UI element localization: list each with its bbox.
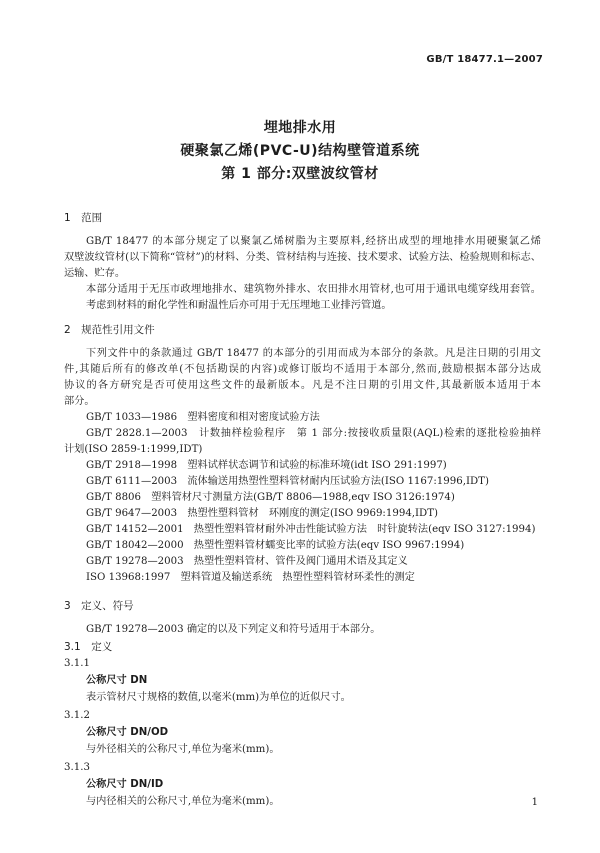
standard-code: GB/T 18477.1—2007: [426, 54, 543, 65]
title-line-2: 硬聚氯乙烯(PVC-U)结构壁管道系统: [180, 143, 420, 159]
references-intro-line-3: 协议的各方研究是否可使用这些文件的最新版本。凡是不注日期的引用文件,其最新版本适用于本: [64, 380, 541, 391]
section-1-heading: 1 范围: [64, 212, 103, 224]
scope-para-1-line-2: 双壁波纹管材(以下简称“管材”)的材料、分类、管材结构与连接、技术要求、试验方法、检验规则和标志、: [64, 252, 541, 263]
reference-item-continuation: 计划(ISO 2859-1:1999,IDT): [64, 444, 203, 455]
definition-number: 3.1.2: [64, 710, 90, 721]
references-intro-line-1: 下列文件中的条款通过 GB/T 18477 的本部分的引用而成为本部分的条款。凡是注日期的引用文: [86, 348, 541, 359]
page-number: 1: [531, 797, 538, 808]
title-line-3: 第 1 部分:双壁波纹管材: [221, 166, 379, 182]
section-3-heading: 3 定义、符号: [64, 600, 134, 612]
reference-item: GB/T 9647—2003 热塑性塑料管材 环刚度的测定(ISO 9969:1994,IDT): [86, 508, 438, 519]
definition-term: 公称尺寸 DN/OD: [86, 727, 169, 738]
reference-item: GB/T 2828.1—2003 计数抽样检验程序 第 1 部分:按接收质量限(AQL)检索的逐批检验抽样: [86, 428, 541, 439]
definition-description: 表示管材尺寸规格的数值,以毫米(mm)为单位的近似尺寸。: [86, 692, 351, 703]
scope-para-2-line-2: 考虑到材料的耐化学性和耐温性后亦可用于无压埋地工业排污管道。: [86, 300, 392, 311]
definition-description: 与内径相关的公称尺寸,单位为毫米(mm)。: [86, 796, 280, 807]
section-2-heading: 2 规范性引用文件: [64, 324, 155, 336]
definition-number: 3.1.3: [64, 762, 90, 773]
definitions-intro: GB/T 19278—2003 确定的以及下列定义和符号适用于本部分。: [86, 624, 381, 635]
reference-item: GB/T 14152—2001 热塑性塑料管材耐外冲击性能试验方法 时针旋转法(eqv ISO 3127:1994): [86, 524, 536, 535]
reference-item: GB/T 2918—1998 塑料试样状态调节和试验的标准环境(idt ISO 291:1997): [86, 460, 447, 471]
scope-para-2-line-1: 本部分适用于无压市政埋地排水、建筑物外排水、农田排水用管材,也可用于通讯电缆穿线用套管。: [86, 284, 541, 295]
reference-item: GB/T 19278—2003 热塑性塑料管材、管件及阀门通用术语及其定义: [86, 556, 408, 567]
reference-item: ISO 13968:1997 塑料管道及输送系统 热塑性塑料管材环柔性的测定: [86, 572, 415, 583]
title-line-1: 埋地排水用: [263, 120, 337, 136]
scope-para-1-line-1: GB/T 18477 的本部分规定了以聚氯乙烯树脂为主要原料,经挤出成型的埋地排水用硬聚氯乙烯: [86, 236, 541, 247]
reference-item: GB/T 8806 塑料管材尺寸测量方法(GB/T 8806—1988,eqv ISO 3126:1974): [86, 492, 455, 503]
references-intro-line-2: 件,其随后所有的修改单(不包括勘误的内容)或修订版均不适用于本部分,然而,鼓励根据本部分达成: [64, 364, 541, 375]
definition-term: 公称尺寸 DN/ID: [86, 779, 164, 790]
reference-item: GB/T 1033—1986 塑料密度和相对密度试验方法: [86, 412, 320, 423]
definition-description: 与外径相关的公称尺寸,单位为毫米(mm)。: [86, 744, 280, 755]
subsection-3-1-heading: 3.1 定义: [64, 641, 113, 653]
references-intro-line-4: 部分。: [64, 396, 95, 407]
definition-number: 3.1.1: [64, 658, 90, 669]
scope-para-1-line-3: 运输、贮存。: [64, 268, 126, 279]
reference-item: GB/T 6111—2003 流体输送用热塑性塑料管材耐内压试验方法(ISO 1167:1996,IDT): [86, 476, 489, 487]
reference-item: GB/T 18042—2000 热塑性塑料管材蠕变比率的试验方法(eqv ISO 9967:1994): [86, 540, 465, 551]
definition-term: 公称尺寸 DN: [86, 675, 148, 686]
